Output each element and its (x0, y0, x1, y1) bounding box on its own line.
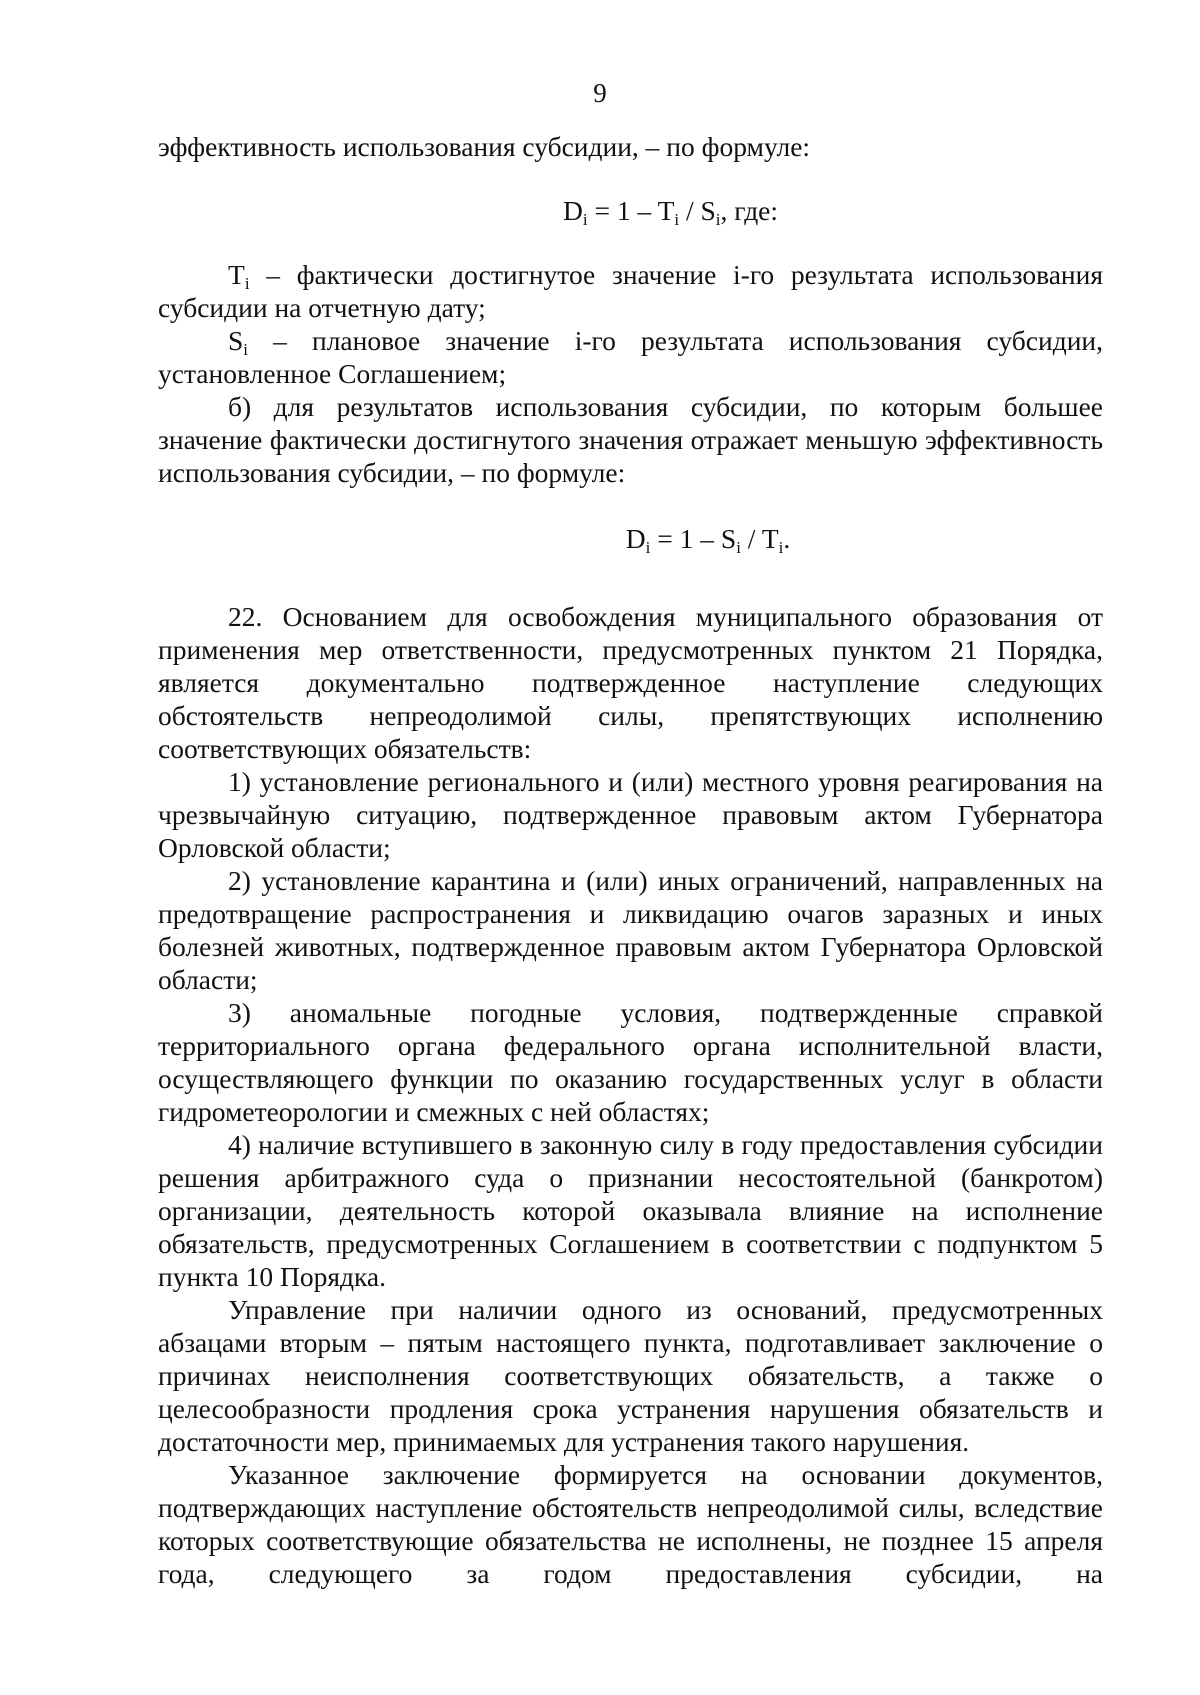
paragraph-b: б) для результатов использования субсидии, по которым большее значение фактически достигнутого значения отражает меньшую эффективность использования субсидии, – по формуле: (158, 391, 1103, 488)
formula-2-index: i (645, 538, 651, 557)
si-symbol: S (228, 325, 244, 356)
paragraph-22: 22. Основанием для освобождения муниципального образования от применения мер ответственности, предусмотренных пунктом 21 Порядка, является документально подтвержденное наступление следующих обстоятельств непреодолимой силы, препятствующих исполнению соответствующих обязательств: (158, 601, 1103, 764)
paragraph-intro: эффективность использования субсидии, – по формуле: (158, 131, 811, 162)
ti-text: – фактически достигнутое значение i-го результата использования субсидии на отчетную дату; (158, 259, 1103, 323)
formula-2-index-3: i (778, 538, 784, 557)
formula-2-mid: = 1 – S (650, 523, 737, 554)
paragraph-si-definition (158, 324, 1103, 390)
page-number: 9 (593, 78, 607, 108)
paragraph-ukazannoe: Указанное заключение формируется на основании документов, подтверждающих наступление обстоятельств непреодолимой силы, вследствие которых соответствующие обязательства не исполнены, не позднее 15 апреля года, следующего за годом предоставления субсидии, на (158, 1459, 1103, 1589)
formula-1-index-2: i (674, 210, 680, 229)
formula-2-symbol: D (625, 523, 646, 554)
formula-di-2 (158, 489, 1103, 600)
paragraph-upravlenie: Управление при наличии одного из оснований, предусмотренных абзацами вторым – пятым настоящего пункта, подготавливает заключение о причинах неисполнения соответствующих обязательств, а также о целесообразности продления срока устранения нарушения обязательств и достаточности мер, принимаемых для устранения такого нарушения. (158, 1294, 1103, 1457)
formula-1-slash: / S (679, 195, 716, 226)
formula-1-mid: = 1 – T (587, 195, 675, 226)
paragraph-ti-definition (158, 258, 1103, 324)
document-body (158, 130, 1103, 1590)
formula-1-symbol: D (562, 195, 583, 226)
ti-index: i (244, 274, 250, 293)
formula-1-index: i (582, 210, 588, 229)
si-text: – плановое значение i-го результата использования субсидии, установленное Соглашением; (158, 325, 1103, 389)
formula-1-index-3: i (715, 210, 721, 229)
formula-2-tail: . (783, 523, 791, 554)
list-item-1: 1) установление регионального и (или) местного уровня реагирования на чрезвычайную ситуацию, подтвержденное правовым актом Губернатора Орловской области; (158, 766, 1103, 863)
si-index: i (243, 340, 249, 359)
formula-1-tail: , где: (720, 195, 779, 226)
formula-2-slash: / T (740, 523, 779, 554)
formula-di-1 (158, 163, 1103, 258)
ti-symbol: T (228, 259, 245, 290)
list-item-2: 2) установление карантина и (или) иных ограничений, направленных на предотвращение распространения и ликвидацию очагов заразных и иных болезней животных, подтвержденное правовым актом Губернатора Орловской области; (158, 865, 1103, 995)
list-item-3: 3) аномальные погодные условия, подтвержденные справкой территориального органа федерального органа исполнительной власти, осуществляющего функции по оказанию государственных услуг в области гидрометеорологии и смежных с ней областях; (158, 997, 1103, 1127)
formula-2-index-2: i (736, 538, 741, 557)
list-item-4: 4) наличие вступившего в законную силу в году предоставления субсидии решения арбитражного суда о признании несостоятельной (банкротом) организации, деятельность которой оказывала влияние на исполнение обязательств, предусмотренных Соглашением в соответствии с подпунктом 5 пункта 10 Порядка. (158, 1129, 1103, 1292)
